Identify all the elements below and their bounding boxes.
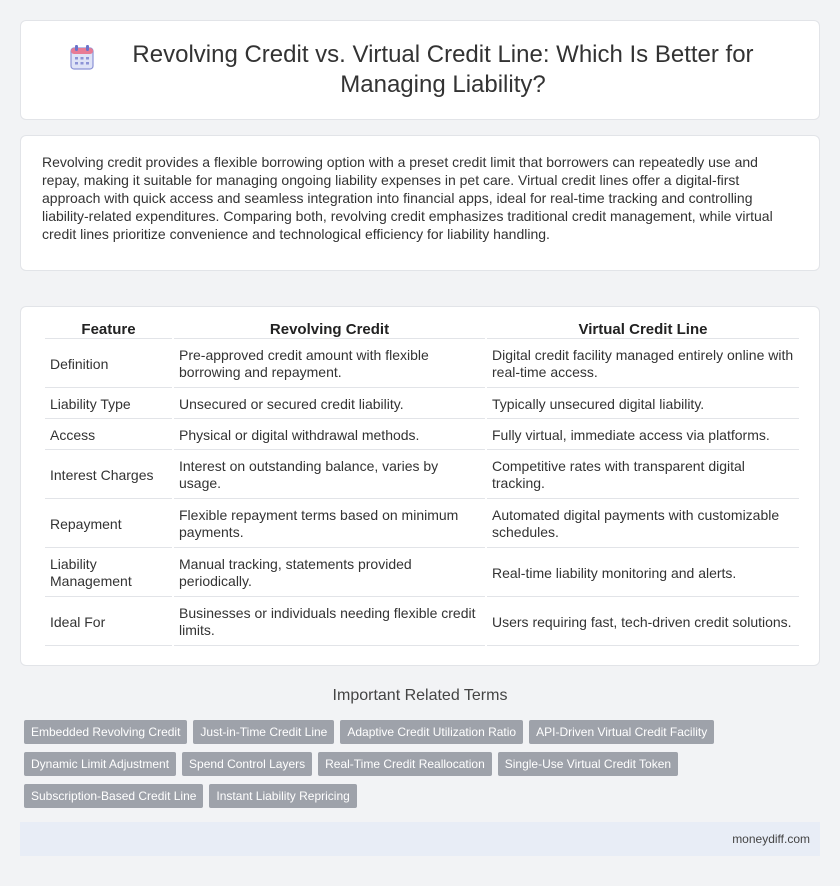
related-term-tag[interactable]: API-Driven Virtual Credit Facility [529, 720, 714, 744]
virtual-cell: Competitive rates with transparent digital tracking. [487, 452, 799, 499]
virtual-cell: Automated digital payments with customizable schedules. [487, 501, 799, 548]
related-terms-list [24, 720, 820, 808]
revolving-cell: Unsecured or secured credit liability. [174, 390, 485, 419]
related-term-tag[interactable]: Real-Time Credit Reallocation [318, 752, 492, 776]
revolving-cell: Interest on outstanding balance, varies by usage. [174, 452, 485, 499]
table-row [45, 599, 799, 646]
related-terms-title: Important Related Terms [332, 687, 508, 704]
calendar-icon [70, 44, 94, 70]
virtual-cell: Real-time liability monitoring and alerts. [487, 550, 799, 597]
table-row [45, 452, 799, 499]
virtual-cell: Typically unsecured digital liability. [487, 390, 799, 419]
related-term-tag[interactable]: Subscription-Based Credit Line [24, 784, 203, 808]
revolving-cell: Manual tracking, statements provided periodically. [174, 550, 485, 597]
table-row [45, 501, 799, 548]
virtual-cell: Fully virtual, immediate access via platforms. [487, 421, 799, 450]
table-header-row [45, 319, 799, 339]
feature-cell: Repayment [45, 501, 172, 548]
related-term-tag[interactable]: Spend Control Layers [182, 752, 312, 776]
related-term-tag[interactable]: Embedded Revolving Credit [24, 720, 187, 744]
related-term-tag[interactable]: Dynamic Limit Adjustment [24, 752, 176, 776]
table-row [45, 550, 799, 597]
revolving-cell: Pre-approved credit amount with flexible borrowing and repayment. [174, 341, 485, 388]
virtual-cell: Digital credit facility managed entirely online with real-time access. [487, 341, 799, 388]
revolving-cell: Businesses or individuals needing flexible credit limits. [174, 599, 485, 646]
related-term-tag[interactable]: Instant Liability Repricing [209, 784, 356, 808]
feature-cell: Interest Charges [45, 452, 172, 499]
feature-cell: Definition [45, 341, 172, 388]
related-term-tag[interactable]: Adaptive Credit Utilization Ratio [340, 720, 523, 744]
table-row [45, 390, 799, 419]
header-virtual-credit-line: Virtual Credit Line [487, 319, 799, 339]
revolving-cell: Flexible repayment terms based on minimum payments. [174, 501, 485, 548]
title-wrap [70, 40, 770, 100]
comparison-card [20, 306, 820, 666]
revolving-cell: Physical or digital withdrawal methods. [174, 421, 485, 450]
footer-source[interactable]: moneydiff.com [732, 832, 810, 846]
footer [20, 822, 820, 856]
summary-text: Revolving credit provides a flexible borrowing option with a preset credit limit that borrowers can repeatedly use and repay, making it suitable for managing ongoing liability expenses in pet care. Virtual credit lines offer a digital-first approach with quick access and seamless integration into financial apps, ideal for real-time tracking and controlling liability-related expenditures. Comparing both, revolving credit emphasizes traditional credit management, while virtual credit lines prioritize convenience and technological efficiency for liability handling. [42, 154, 773, 242]
page-title: Revolving Credit vs. Virtual Credit Line: Which Is Better for Managing Liability? [132, 41, 754, 98]
related-term-tag[interactable]: Just-in-Time Credit Line [193, 720, 334, 744]
feature-cell: Liability Type [45, 390, 172, 419]
header-card [20, 20, 820, 120]
feature-cell: Ideal For [45, 599, 172, 646]
table-row [45, 421, 799, 450]
related-term-tag[interactable]: Single-Use Virtual Credit Token [498, 752, 678, 776]
summary-card [20, 135, 820, 271]
comparison-table [43, 317, 801, 648]
header-revolving-credit: Revolving Credit [174, 319, 485, 339]
table-row [45, 341, 799, 388]
virtual-cell: Users requiring fast, tech-driven credit solutions. [487, 599, 799, 646]
header-feature: Feature [45, 319, 172, 339]
feature-cell: Liability Management [45, 550, 172, 597]
feature-cell: Access [45, 421, 172, 450]
